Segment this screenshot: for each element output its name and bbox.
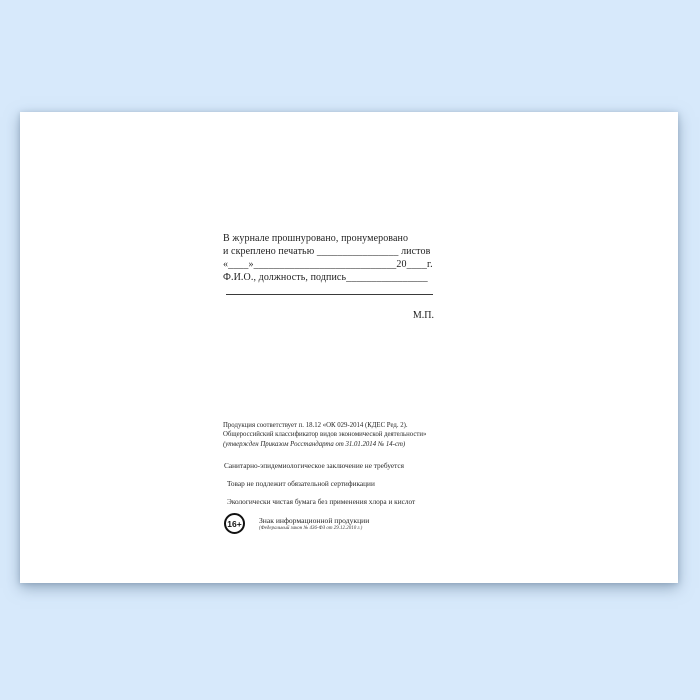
info-sign-title: Знак информационной продукции [259, 516, 370, 525]
stitch-line-2: и скреплено печатью ________________ листов [223, 246, 431, 257]
okved-line-1: Продукция соответствует п. 18.12 «ОК 029-2014 (КДЕС Ред. 2). [223, 422, 408, 429]
eco-paper-note: Экологически чистая бумага без применения хлора и кислот [227, 497, 416, 506]
okved-line-2: Общероссийский классификатор видов экономической деятельности» [223, 431, 427, 439]
stitch-line-1: В журнале прошнуровано, пронумеровано [223, 233, 409, 244]
certification-note: Товар не подлежит обязательной сертификации [227, 479, 375, 488]
stitch-certification-block [223, 232, 433, 284]
sanitary-note: Санитарно-эпидемиологическое заключение не требуется [224, 461, 405, 470]
age-16plus-icon: 16+ [224, 513, 245, 534]
okved-compliance-paragraph [223, 421, 426, 449]
stamp-place-label: М.П. [412, 310, 434, 321]
signature-rule-line [226, 294, 433, 295]
info-sign-text [259, 513, 369, 532]
stitch-line-3: «____»____________________________20____г. [223, 259, 433, 270]
journal-back-page [20, 112, 678, 583]
info-product-sign-row [224, 513, 369, 534]
okved-line-3: (утвержден Приказом Росстандарта от 31.01.2014 № 14-ст) [223, 440, 406, 448]
stitch-line-4: Ф.И.О., должность, подпись________________ [223, 272, 428, 283]
info-sign-law-note: (Федеральный закон № 436-ФЗ от 29.12.2010 г.) [259, 526, 363, 531]
